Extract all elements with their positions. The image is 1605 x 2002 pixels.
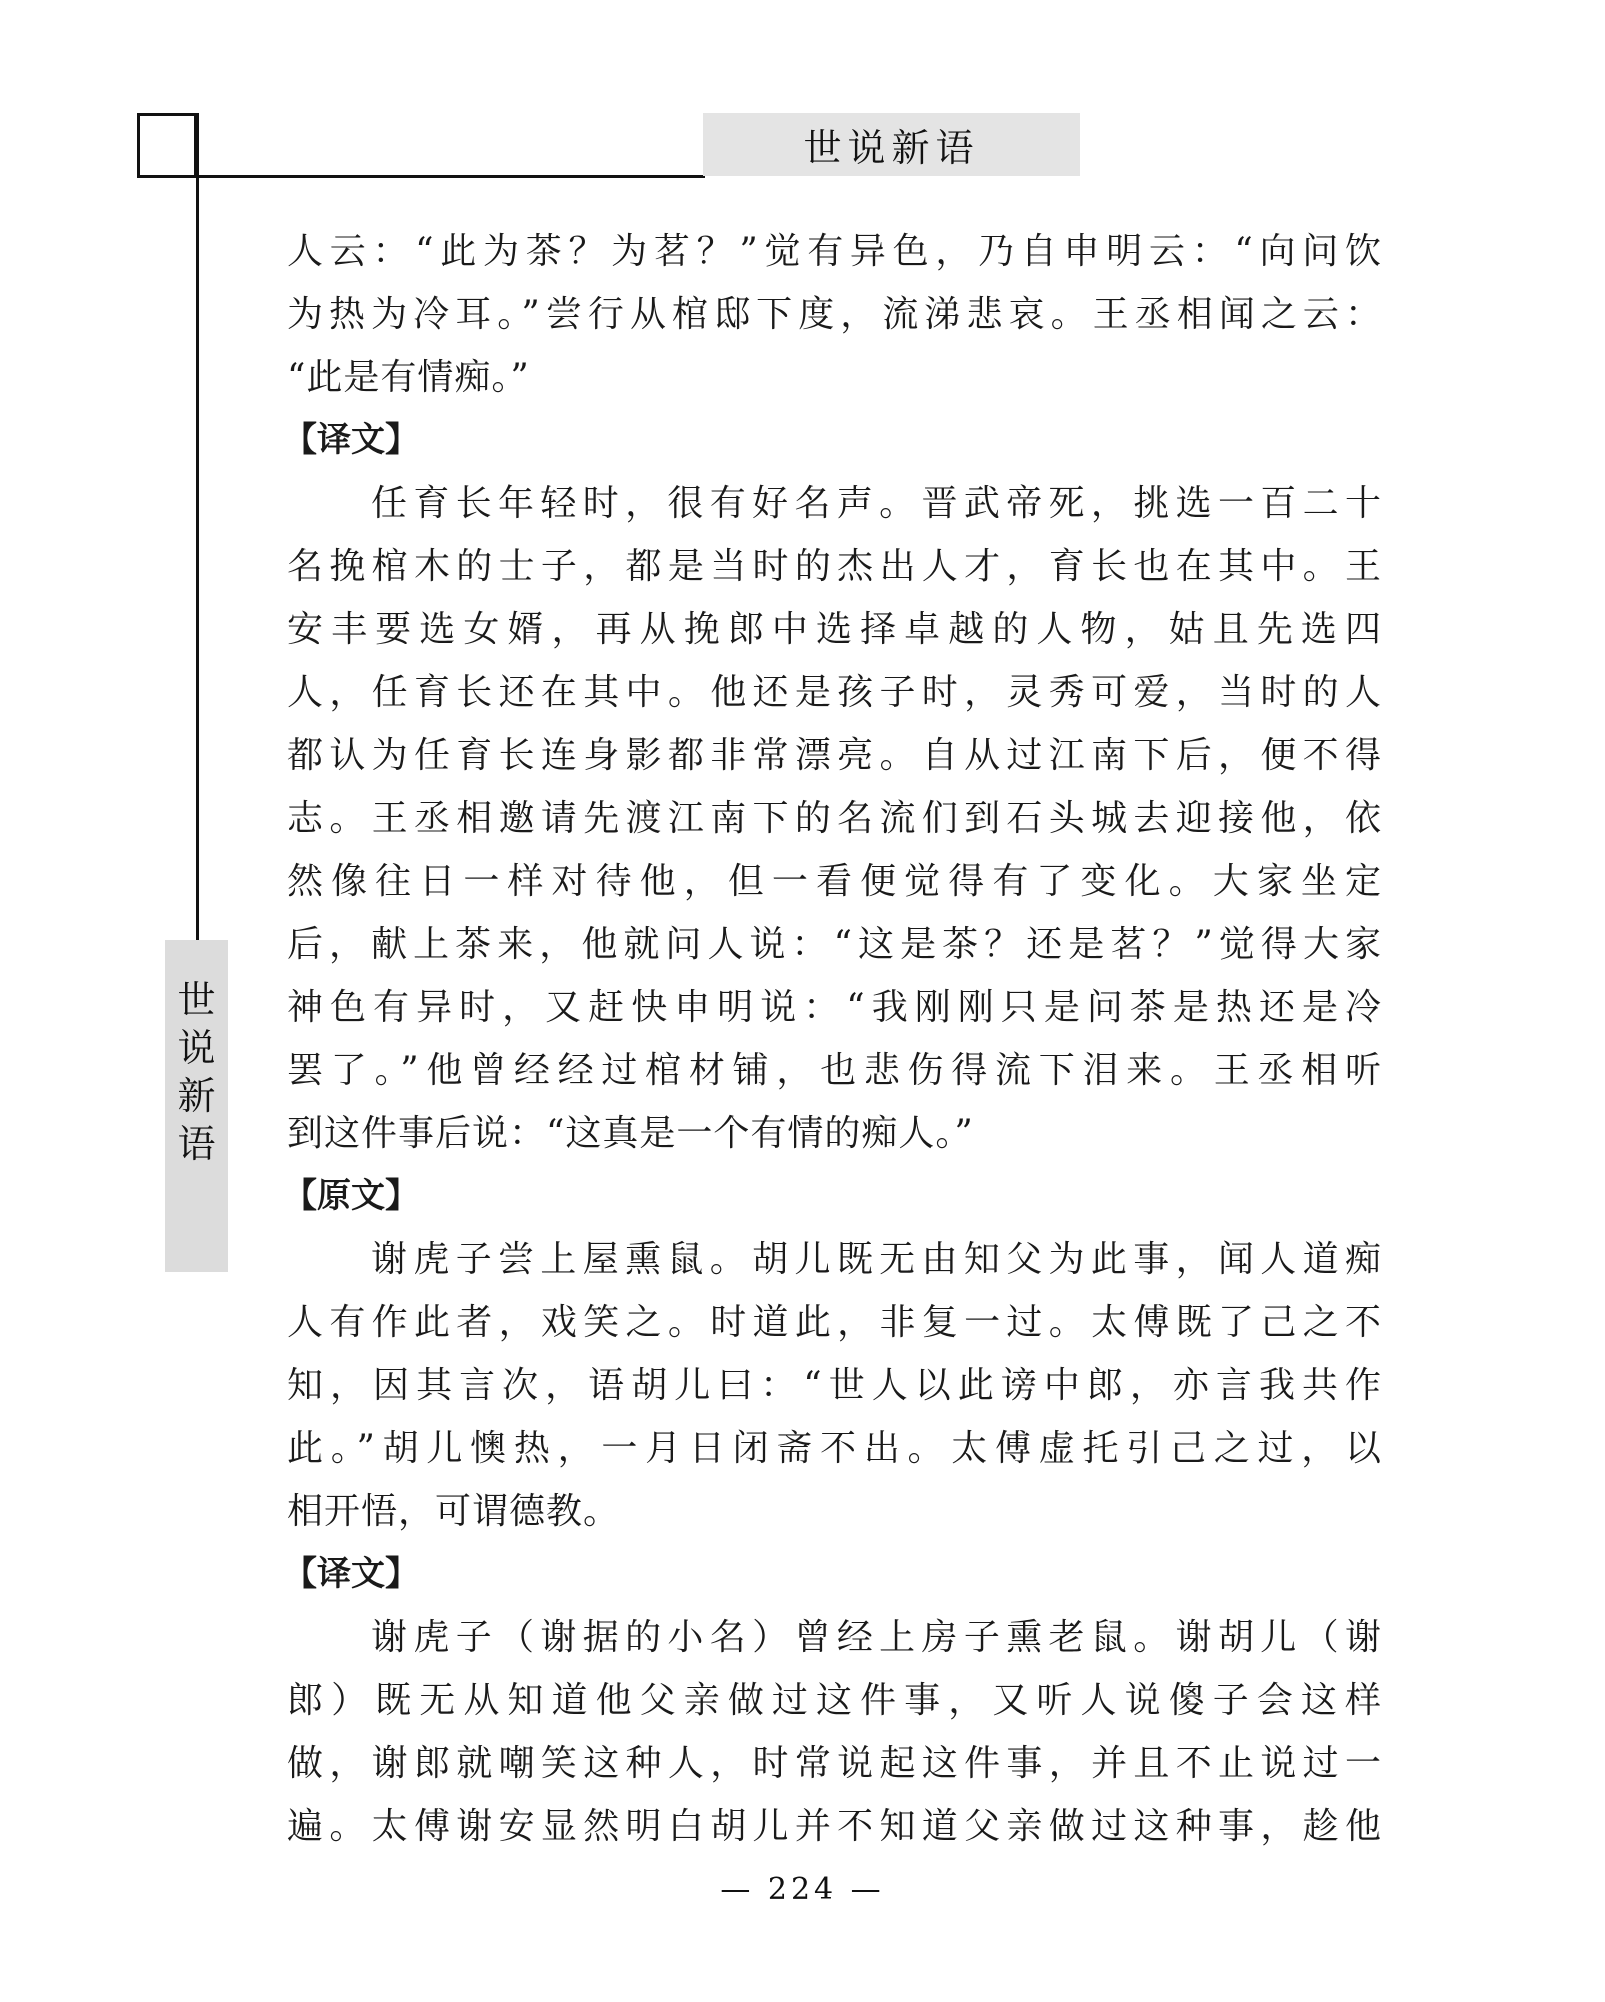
section-heading: 【译文】 [283,1554,419,1594]
running-header-title: 世说新语 [803,126,980,170]
body-text-line: 郎）既无从知道他父亲做过这件事，又听人说傻子会这样 [287,1680,1382,1721]
body-text-line: 知，因其言次，语胡儿曰：“世人以此谤中郎，亦言我共作 [287,1365,1382,1406]
body-text-line: 然像往日一样对待他，但一看便觉得有了变化。大家坐定 [287,861,1382,902]
body-text-line: 志。王丞相邀请先渡江南下的名流们到石头城去迎接他，依 [287,798,1382,839]
page-body [283,220,1382,1858]
body-text-line: 后，献上茶来，他就问人说：“这是茶？还是茗？”觉得大家 [287,924,1382,965]
body-text-line: 到这件事后说：“这真是一个有情的痴人。” [287,1113,974,1154]
body-text-line: 神色有异时，又赶快申明说：“我刚刚只是问茶是热还是冷 [287,987,1382,1028]
side-tab-char: 语 [177,1122,216,1166]
body-text-line: 任育长年轻时，很有好名声。晋武帝死，挑选一百二十 [371,483,1382,524]
running-header [703,113,1080,176]
body-text-line: 相开悟，可谓德教。 [287,1491,621,1532]
side-rule [196,113,199,943]
page-number: — 224 — [720,1872,885,1907]
body-text-line: “此是有情痴。” [287,357,530,398]
section-heading: 【译文】 [283,420,419,460]
body-text-line: 谢虎子（谢据的小名）曾经上房子熏老鼠。谢胡儿（谢 [371,1617,1382,1658]
side-tab-char: 新 [177,1074,216,1118]
side-tab [165,940,228,1272]
body-text-line: 人，任育长还在其中。他还是孩子时，灵秀可爱，当时的人 [287,672,1382,713]
body-text-line: 安丰要选女婿，再从挽郎中选择卓越的人物，姑且先选四 [287,609,1382,650]
header-rule [137,175,705,178]
section-heading: 【原文】 [283,1176,419,1216]
body-text-line: 谢虎子尝上屋熏鼠。胡儿既无由知父为此事，闻人道痴 [371,1239,1382,1280]
body-text-line: 做，谢郎就嘲笑这种人，时常说起这件事，并且不止说过一 [287,1743,1382,1784]
header-corner-box [137,113,197,178]
side-tab-char: 世 [177,978,216,1022]
body-text-line: 名挽棺木的士子，都是当时的杰出人才，育长也在其中。王 [287,546,1382,587]
body-text-line: 为热为冷耳。”尝行从棺邸下度，流涕悲哀。王丞相闻之云： [287,294,1382,335]
side-tab-char: 说 [177,1026,216,1070]
body-text-line: 人有作此者，戏笑之。时道此，非复一过。太傅既了己之不 [287,1302,1382,1343]
body-text-line: 此。”胡儿懊热，一月日闭斋不出。太傅虚托引己之过，以 [287,1428,1382,1469]
body-text-line: 人云：“此为茶？为茗？”觉有异色，乃自申明云：“向问饮 [287,231,1382,272]
body-text-line: 都认为任育长连身影都非常漂亮。自从过江南下后，便不得 [287,735,1382,776]
body-text-line: 遍。太傅谢安显然明白胡儿并不知道父亲做过这种事，趁他 [287,1806,1382,1847]
body-text-line: 罢了。”他曾经经过棺材铺，也悲伤得流下泪来。王丞相听 [287,1050,1382,1091]
